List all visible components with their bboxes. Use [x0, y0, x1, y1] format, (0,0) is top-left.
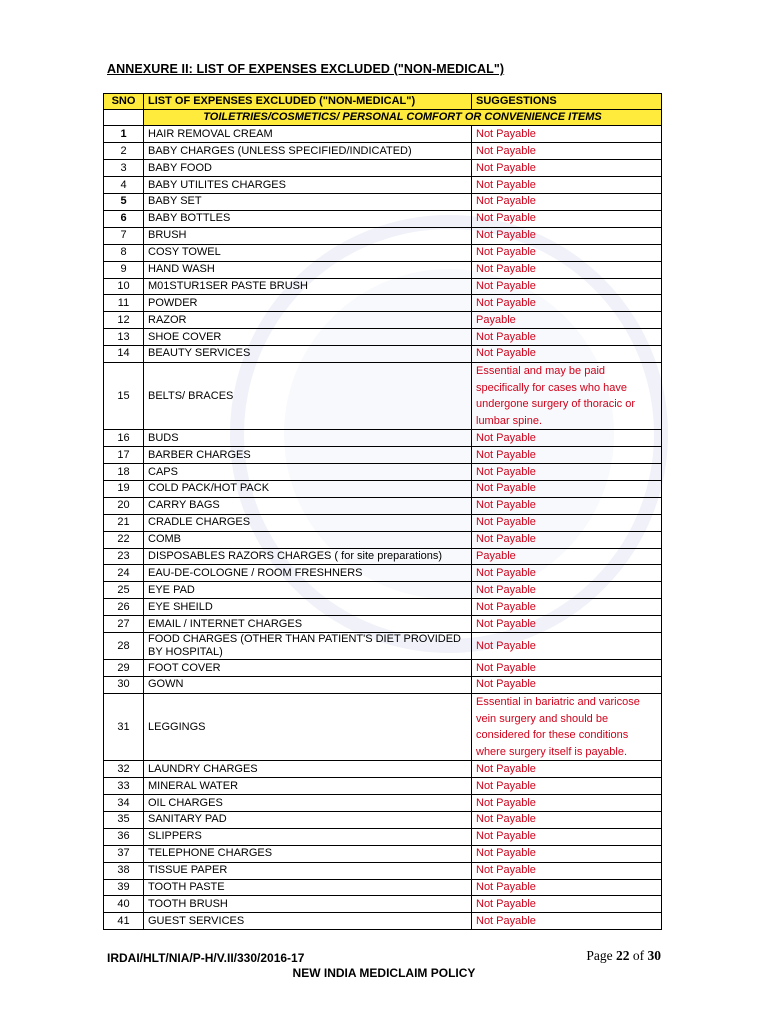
row-suggestion: Not Payable — [472, 481, 662, 498]
row-suggestion: Not Payable — [472, 879, 662, 896]
row-expense-item: HAIR REMOVAL CREAM — [144, 126, 472, 143]
expenses-table — [103, 93, 662, 930]
row-sno: 35 — [104, 812, 144, 829]
row-sno: 11 — [104, 295, 144, 312]
row-sno: 6 — [104, 210, 144, 227]
row-suggestion: Not Payable — [472, 497, 662, 514]
row-expense-item: COSY TOWEL — [144, 244, 472, 261]
row-suggestion: Not Payable — [472, 514, 662, 531]
row-expense-item: TISSUE PAPER — [144, 862, 472, 879]
row-suggestion: Not Payable — [472, 126, 662, 143]
row-sno: 18 — [104, 464, 144, 481]
table-row — [104, 430, 662, 447]
table-row — [104, 761, 662, 778]
column-header-expenses: LIST OF EXPENSES EXCLUDED ("NON-MEDICAL") — [144, 94, 472, 110]
row-expense-item: POWDER — [144, 295, 472, 312]
table-row — [104, 160, 662, 177]
footer-policy-code: IRDAI/HLT/NIA/P-H/V.II/330/2016-17 — [107, 951, 305, 965]
row-sno: 2 — [104, 143, 144, 160]
row-expense-item: BELTS/ BRACES — [144, 362, 472, 429]
row-suggestion: Not Payable — [472, 582, 662, 599]
row-sno: 9 — [104, 261, 144, 278]
row-sno: 33 — [104, 778, 144, 795]
table-row — [104, 312, 662, 329]
table-row — [104, 795, 662, 812]
page-word: Page — [586, 948, 613, 963]
row-expense-item: BABY UTILITES CHARGES — [144, 177, 472, 194]
row-expense-item: BRUSH — [144, 227, 472, 244]
row-expense-item: M01STUR1SER PASTE BRUSH — [144, 278, 472, 295]
row-sno: 5 — [104, 194, 144, 211]
row-sno: 40 — [104, 896, 144, 913]
row-suggestion: Not Payable — [472, 761, 662, 778]
table-row — [104, 548, 662, 565]
row-sno: 36 — [104, 828, 144, 845]
row-suggestion: Not Payable — [472, 565, 662, 582]
row-expense-item: COMB — [144, 531, 472, 548]
row-sno: 29 — [104, 660, 144, 677]
row-sno: 1 — [104, 126, 144, 143]
row-suggestion: Essential in bariatric and varicose vein surgery and should be considered for these conditions where surgery itself is payable. — [472, 693, 662, 760]
table-row — [104, 227, 662, 244]
row-sno: 15 — [104, 362, 144, 429]
row-expense-item: BABY CHARGES (UNLESS SPECIFIED/INDICATED) — [144, 143, 472, 160]
row-suggestion: Not Payable — [472, 599, 662, 616]
table-row — [104, 447, 662, 464]
row-suggestion: Not Payable — [472, 862, 662, 879]
row-expense-item: TOOTH PASTE — [144, 879, 472, 896]
row-expense-item: EAU-DE-COLOGNE / ROOM FRESHNERS — [144, 565, 472, 582]
row-suggestion: Not Payable — [472, 430, 662, 447]
table-row — [104, 693, 662, 760]
row-sno: 16 — [104, 430, 144, 447]
row-expense-item: DISPOSABLES RAZORS CHARGES ( for site preparations) — [144, 548, 472, 565]
row-sno: 27 — [104, 616, 144, 633]
section-header-row — [104, 109, 662, 126]
row-expense-item: HAND WASH — [144, 261, 472, 278]
row-sno: 23 — [104, 548, 144, 565]
row-sno: 12 — [104, 312, 144, 329]
row-expense-item: RAZOR — [144, 312, 472, 329]
row-expense-item: BABY BOTTLES — [144, 210, 472, 227]
column-header-suggestions: SUGGESTIONS — [472, 94, 662, 110]
table-row — [104, 812, 662, 829]
row-expense-item: GOWN — [144, 677, 472, 694]
row-suggestion: Not Payable — [472, 210, 662, 227]
table-row — [104, 616, 662, 633]
row-suggestion: Not Payable — [472, 531, 662, 548]
table-row — [104, 862, 662, 879]
row-suggestion: Not Payable — [472, 346, 662, 363]
row-expense-item: GUEST SERVICES — [144, 913, 472, 930]
row-sno: 20 — [104, 497, 144, 514]
table-row — [104, 295, 662, 312]
table-row — [104, 896, 662, 913]
row-suggestion: Not Payable — [472, 261, 662, 278]
section-title: TOILETRIES/COSMETICS/ PERSONAL COMFORT OR CONVENIENCE ITEMS — [144, 109, 662, 126]
row-sno: 25 — [104, 582, 144, 599]
table-row — [104, 582, 662, 599]
row-expense-item: EYE SHEILD — [144, 599, 472, 616]
table-row — [104, 845, 662, 862]
row-suggestion: Not Payable — [472, 447, 662, 464]
row-expense-item: COLD PACK/HOT PACK — [144, 481, 472, 498]
row-sno: 31 — [104, 693, 144, 760]
row-sno: 19 — [104, 481, 144, 498]
row-expense-item: CARRY BAGS — [144, 497, 472, 514]
row-suggestion: Not Payable — [472, 778, 662, 795]
row-suggestion: Not Payable — [472, 194, 662, 211]
row-sno: 14 — [104, 346, 144, 363]
row-suggestion: Not Payable — [472, 329, 662, 346]
row-sno: 30 — [104, 677, 144, 694]
row-expense-item: CAPS — [144, 464, 472, 481]
row-sno: 7 — [104, 227, 144, 244]
page-current: 22 — [616, 948, 630, 963]
table-row — [104, 362, 662, 429]
page-title: ANNEXURE II: LIST OF EXPENSES EXCLUDED ("NON-MEDICAL") — [107, 62, 505, 76]
table-row — [104, 778, 662, 795]
row-suggestion: Payable — [472, 312, 662, 329]
row-sno: 41 — [104, 913, 144, 930]
row-sno: 26 — [104, 599, 144, 616]
row-suggestion: Payable — [472, 548, 662, 565]
row-expense-item: OIL CHARGES — [144, 795, 472, 812]
row-sno: 34 — [104, 795, 144, 812]
row-expense-item: BARBER CHARGES — [144, 447, 472, 464]
row-sno: 3 — [104, 160, 144, 177]
table-row — [104, 177, 662, 194]
row-suggestion: Not Payable — [472, 177, 662, 194]
table-row — [104, 481, 662, 498]
row-expense-item: LEGGINGS — [144, 693, 472, 760]
table-row — [104, 828, 662, 845]
row-sno: 8 — [104, 244, 144, 261]
row-sno: 21 — [104, 514, 144, 531]
table-row — [104, 677, 662, 694]
table-row — [104, 497, 662, 514]
row-expense-item: FOOT COVER — [144, 660, 472, 677]
table-row — [104, 143, 662, 160]
table-row — [104, 565, 662, 582]
table-row — [104, 599, 662, 616]
row-expense-item: SLIPPERS — [144, 828, 472, 845]
row-sno: 4 — [104, 177, 144, 194]
table-row — [104, 633, 662, 660]
row-expense-item: EMAIL / INTERNET CHARGES — [144, 616, 472, 633]
row-expense-item: BUDS — [144, 430, 472, 447]
row-expense-item: FOOD CHARGES (OTHER THAN PATIENT'S DIET PROVIDED BY HOSPITAL) — [144, 633, 472, 660]
row-suggestion: Not Payable — [472, 845, 662, 862]
row-suggestion: Not Payable — [472, 795, 662, 812]
table-row — [104, 464, 662, 481]
page-of: of — [632, 948, 645, 963]
table-row — [104, 126, 662, 143]
row-suggestion: Not Payable — [472, 244, 662, 261]
row-suggestion: Not Payable — [472, 278, 662, 295]
row-suggestion: Not Payable — [472, 677, 662, 694]
row-suggestion: Essential and may be paid specifically for cases who have undergone surgery of thoracic or lumbar spine. — [472, 362, 662, 429]
table-header-row — [104, 94, 662, 110]
column-header-sno: SNO — [104, 94, 144, 110]
row-expense-item: BABY SET — [144, 194, 472, 211]
row-expense-item: BABY FOOD — [144, 160, 472, 177]
row-sno: 22 — [104, 531, 144, 548]
row-sno: 24 — [104, 565, 144, 582]
table-row — [104, 531, 662, 548]
row-expense-item: TOOTH BRUSH — [144, 896, 472, 913]
table-row — [104, 329, 662, 346]
row-suggestion: Not Payable — [472, 616, 662, 633]
row-expense-item: MINERAL WATER — [144, 778, 472, 795]
row-sno: 39 — [104, 879, 144, 896]
row-expense-item: CRADLE CHARGES — [144, 514, 472, 531]
row-sno: 32 — [104, 761, 144, 778]
row-expense-item: SANITARY PAD — [144, 812, 472, 829]
row-suggestion: Not Payable — [472, 160, 662, 177]
row-suggestion: Not Payable — [472, 464, 662, 481]
row-sno: 10 — [104, 278, 144, 295]
row-suggestion: Not Payable — [472, 633, 662, 660]
table-row — [104, 660, 662, 677]
row-expense-item: TELEPHONE CHARGES — [144, 845, 472, 862]
table-row — [104, 879, 662, 896]
row-sno: 13 — [104, 329, 144, 346]
row-suggestion: Not Payable — [472, 812, 662, 829]
row-sno: 28 — [104, 633, 144, 660]
table-row — [104, 278, 662, 295]
row-suggestion: Not Payable — [472, 227, 662, 244]
page-total: 30 — [647, 948, 661, 963]
table-row — [104, 244, 662, 261]
row-suggestion: Not Payable — [472, 660, 662, 677]
row-suggestion: Not Payable — [472, 913, 662, 930]
footer-page-number — [586, 948, 661, 964]
row-expense-item: EYE PAD — [144, 582, 472, 599]
table-row — [104, 210, 662, 227]
table-row — [104, 514, 662, 531]
table-row — [104, 346, 662, 363]
row-suggestion: Not Payable — [472, 143, 662, 160]
row-suggestion: Not Payable — [472, 828, 662, 845]
row-sno: 17 — [104, 447, 144, 464]
row-expense-item: LAUNDRY CHARGES — [144, 761, 472, 778]
table-row — [104, 194, 662, 211]
row-suggestion: Not Payable — [472, 896, 662, 913]
row-sno: 37 — [104, 845, 144, 862]
row-expense-item: SHOE COVER — [144, 329, 472, 346]
row-sno: 38 — [104, 862, 144, 879]
footer-policy-name: NEW INDIA MEDICLAIM POLICY — [292, 966, 476, 980]
table-row — [104, 913, 662, 930]
row-suggestion: Not Payable — [472, 295, 662, 312]
table-row — [104, 261, 662, 278]
row-expense-item: BEAUTY SERVICES — [144, 346, 472, 363]
